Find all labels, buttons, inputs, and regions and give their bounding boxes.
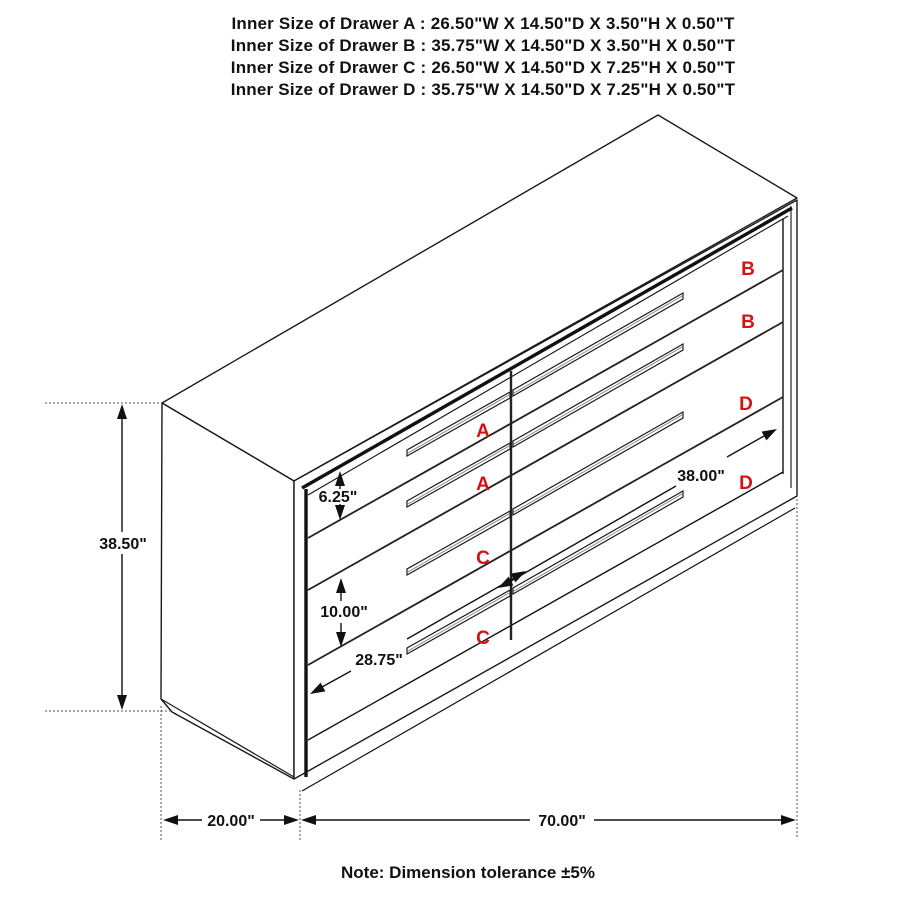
arrow-down-icon <box>117 695 127 710</box>
tolerance-note: Note: Dimension tolerance ±5% <box>341 863 595 882</box>
label-drawer-a2: A <box>476 474 490 495</box>
dim-overall-width-text: 70.00" <box>538 813 586 830</box>
label-drawer-c2: C <box>476 628 490 649</box>
label-drawer-c1: C <box>476 548 490 569</box>
label-drawer-d2: D <box>739 473 753 494</box>
dim-overall-width <box>301 813 796 830</box>
header-line-b: Inner Size of Drawer B : 35.75"W X 14.50"D X 3.50"H X 0.50"T <box>230 36 736 55</box>
header-line-d: Inner Size of Drawer D : 35.75"W X 14.50"D X 7.25"H X 0.50"T <box>230 80 736 99</box>
dim-right-drawer-width-text: 38.00" <box>677 468 725 485</box>
dim-small-drawer-height-text: 6.25" <box>318 489 358 506</box>
arrow-left-icon <box>301 815 316 825</box>
dim-left-drawer-width-text: 28.75" <box>355 652 403 669</box>
label-drawer-a1: A <box>476 421 490 442</box>
cabinet-body <box>161 115 797 779</box>
label-drawer-d1: D <box>739 394 753 415</box>
arrow-right-icon <box>284 815 299 825</box>
arrow-up-icon <box>117 404 127 419</box>
dim-overall-height <box>99 404 147 710</box>
label-drawer-b2: B <box>741 312 755 333</box>
dim-overall-height-text: 38.50" <box>99 536 147 553</box>
dim-overall-depth <box>163 813 299 830</box>
arrow-left-icon <box>163 815 178 825</box>
header-line-c: Inner Size of Drawer C : 26.50"W X 14.50"D X 7.25"H X 0.50"T <box>230 58 736 77</box>
dim-overall-depth-text: 20.00" <box>207 813 255 830</box>
dim-large-drawer-height-text: 10.00" <box>320 604 368 621</box>
header-line-a: Inner Size of Drawer A : 26.50"W X 14.50"D X 3.50"H X 0.50"T <box>231 14 735 33</box>
label-drawer-b1: B <box>741 259 755 280</box>
arrow-right-icon <box>781 815 796 825</box>
